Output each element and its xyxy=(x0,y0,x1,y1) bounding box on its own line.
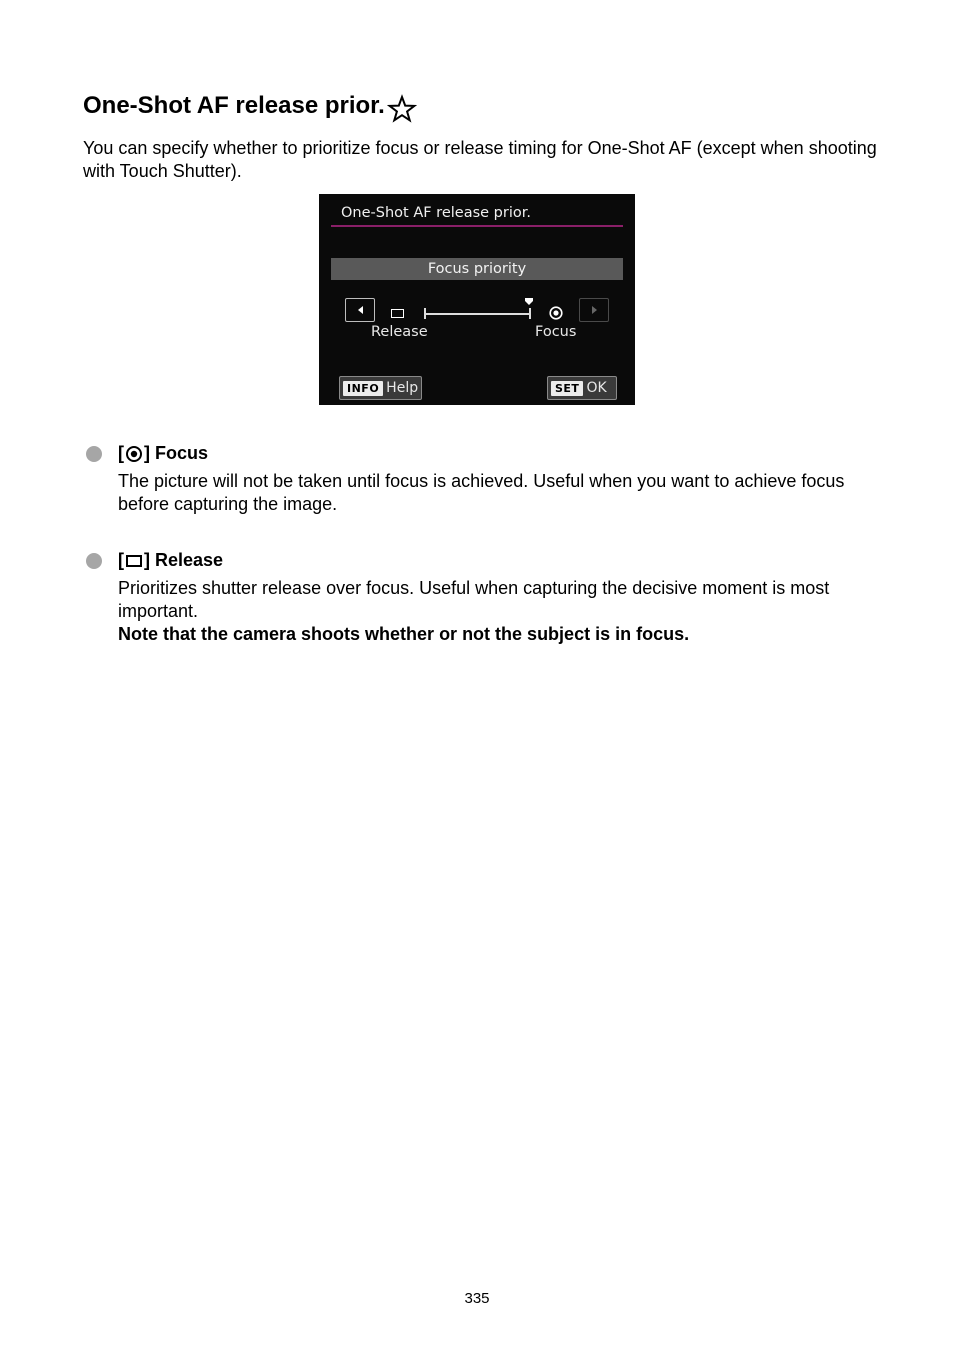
ok-label: OK xyxy=(586,380,607,396)
bracket-open: [ xyxy=(118,443,124,463)
slider-end-tick xyxy=(529,308,531,319)
release-option-body: Prioritizes shutter release over focus. Useful when capturing the decisive moment is most important. xyxy=(118,578,830,621)
star-icon xyxy=(387,94,417,124)
release-option-description xyxy=(118,577,863,646)
bracket-open: [ xyxy=(118,550,124,570)
priority-slider-track[interactable] xyxy=(424,313,530,315)
release-label: Release xyxy=(371,324,428,340)
release-icon xyxy=(391,309,404,318)
info-key: INFO xyxy=(343,381,383,396)
focus-option-heading xyxy=(118,443,208,464)
camera-menu-title: One-Shot AF release prior. xyxy=(341,205,531,221)
bullet-dot xyxy=(86,446,102,462)
help-button[interactable] xyxy=(339,376,422,400)
focus-icon xyxy=(549,306,563,320)
camera-selected-option: Focus priority xyxy=(331,258,623,280)
intro-paragraph: You can specify whether to prioritize focus or release timing for One-Shot AF (except when shooting with Touch Shutter). xyxy=(83,138,877,181)
page-number: 335 xyxy=(464,1290,490,1307)
release-option-heading xyxy=(118,550,223,571)
left-arrow-icon xyxy=(358,306,363,314)
release-option-label: Release xyxy=(155,550,224,570)
camera-title-rule xyxy=(331,225,623,227)
page-title-text: One-Shot AF release prior. xyxy=(83,92,385,119)
slider-marker-icon xyxy=(524,297,534,307)
focus-priority-icon xyxy=(124,445,144,463)
camera-screen xyxy=(319,194,635,405)
help-label: Help xyxy=(386,380,419,396)
ok-button[interactable] xyxy=(547,376,617,400)
bracket-close: ] xyxy=(144,443,150,463)
bracket-close: ] xyxy=(144,550,150,570)
release-priority-icon xyxy=(124,552,144,570)
bullet-dot xyxy=(86,553,102,569)
focus-option-label: Focus xyxy=(155,443,209,463)
focus-label: Focus xyxy=(535,324,577,340)
set-key: SET xyxy=(551,381,583,396)
right-arrow-icon xyxy=(592,306,597,314)
page-title xyxy=(83,88,417,124)
camera-right-arrow-button[interactable] xyxy=(579,298,609,322)
release-option-note: Note that the camera shoots whether or not the subject is in focus. xyxy=(118,624,690,644)
focus-option-description: The picture will not be taken until focus is achieved. Useful when you want to achieve focus before capturing the image. xyxy=(118,471,845,514)
camera-left-arrow-button[interactable] xyxy=(345,298,375,322)
